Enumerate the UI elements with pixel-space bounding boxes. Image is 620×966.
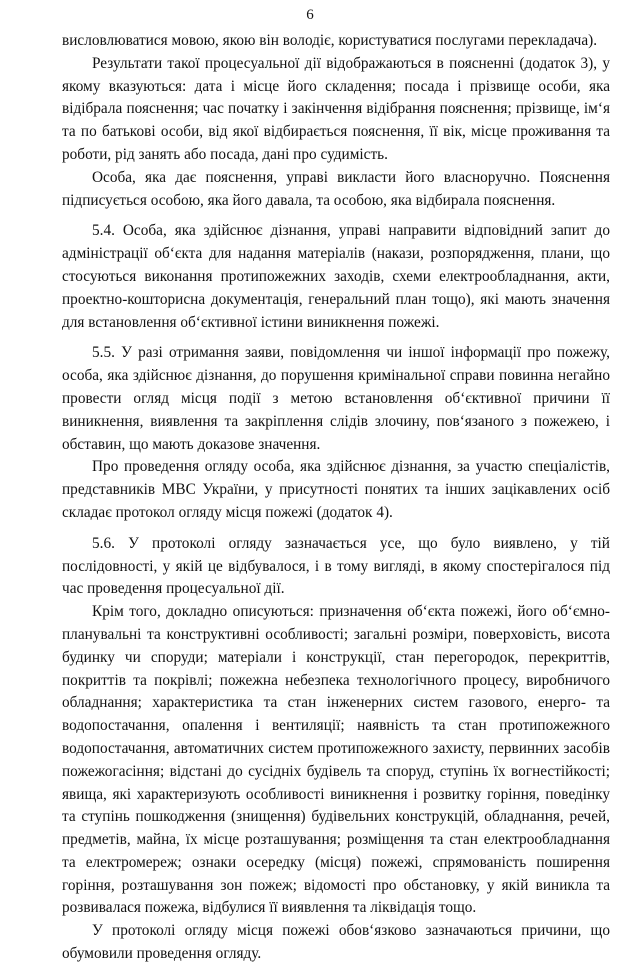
page-number: 6	[306, 7, 314, 23]
paragraph-explanation-results: Результати такої процесуальної дії відображаються в поясненні (додаток 3), у якому вказуються: дата і місце його складення; посада і прізвище особи, яка відібрала пояснення; час початку і закінчення відібрання пояснення; прізвище, ім‘я та по батькові особи, від якої відбирається пояснення, її вік, місце проживання та роботи, рід занять або посада, дані про судимість.	[62, 54, 610, 163]
document-body	[62, 30, 610, 966]
paragraph-5-4: 5.4. Особа, яка здійснює дізнання, управі направити відповідний запит до адміністрації об‘єкта для надання матеріалів (накази, розпорядження, плани, що стосуються виконання протипожежних заходів, схеми електрообладнання, акти, проектно-кошторисна документація, генеральний план тощо), які мають значення для встановлення об‘єктивної істини виникнення пожежі.	[62, 222, 610, 331]
paragraph-inspection-reasons: У протоколі огляду місця пожежі обов‘язково зазначаються причини, що обумовили проведення огляду.	[62, 922, 610, 963]
paragraph-interpreter: висловлюватися мовою, якою він володіє, користуватися послугами перекладача).	[62, 32, 598, 49]
paragraph-explanation-signing: Особа, яка дає пояснення, управі викласти його власноручно. Пояснення підписується особою, яка його давала, та особою, яка відбирала пояснення.	[62, 168, 610, 209]
paragraph-inspection-protocol: Про проведення огляду особа, яка здійснює дізнання, за участю спеціалістів, представників МВС України, у присутності понятих та інших зацікавлених осіб складає протокол огляду місця пожежі (додаток 4).	[62, 458, 610, 521]
paragraph-5-6: 5.6. У протоколі огляду зазначається усе, що було виявлено, у тій послідовності, у якій це відбувалося, і в тому вигляді, в якому спостерігалося під час проведення процесуальної дії.	[62, 534, 610, 598]
paragraph-5-5: 5.5. У разі отримання заяви, повідомлення чи іншої інформації про пожежу, особа, яка здійснює дізнання, до порушення кримінальної справи повинна негайно провести огляд місця події з метою встановлення об‘єктивної причини її виникнення, виявлення та закріплення слідів злочину, пов‘язаного з пожежею, і обставин, що мають доказове значення.	[62, 344, 610, 453]
paragraph-detailed-description: Крім того, докладно описуються: призначення об‘єкта пожежі, його об‘ємно-планувальні та конструктивні особливості; загальні розміри, поверховість, висота будинку чи споруди; матеріали і конструкції, стан перегородок, перекриттів, покриттів та покрівлі; пожежна небезпека технологічного процесу, виробничого обладнання; характеристика та стан інженерних систем газового, енерго- та водопостачання, опалення і вентиляції; наявність та стан протипожежного водопостачання, автоматичних систем протипожежного захисту, первинних засобів пожежогасіння; відстані до сусідніх будівель та споруд, ступінь їх вогнестійкості; явища, які характеризують особливості виникнення і розвитку горіння, поведінку та ступінь пошкодження (знищення) будівельних конструкцій, обладнання, речей, предметів, майна, їх місце розташування; розміщення та стан електрообладнання та електромереж; ознаки осередку (місця) пожежі, спрямованість поширення горіння, розташування зон пожеж; відомості про обстановку, у якій виникла та розвивалася пожежа, відбулися її виявлення та ліквідація тощо.	[62, 603, 610, 917]
